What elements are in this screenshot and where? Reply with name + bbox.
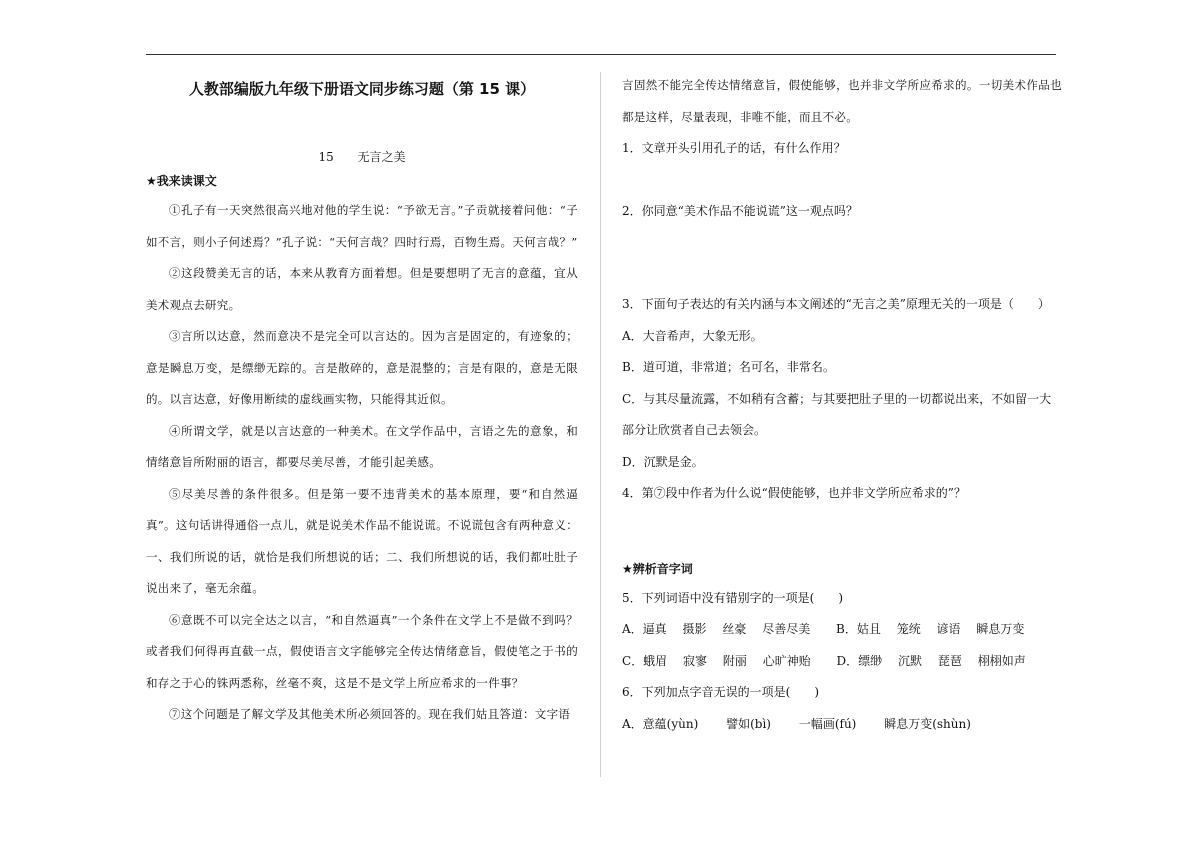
paragraph-6: ⑥意既不可以完全达之以言，“和自然逼真”一个条件在文学上不是做不到吗？或者我们何得再直截一点，假使语言文字能够完全传达情绪意旨，假使笔之于书的和存之于心的铢两悉称，丝毫不爽，这是不是文学上所应希求的一件事？ (146, 612, 578, 690)
answer-space-2 (622, 227, 1062, 289)
q5-option-c-word-1: C．蛾眉 (622, 653, 668, 668)
column-divider (600, 72, 601, 777)
paragraph-7-continuation: 言固然不能完全传达情绪意旨，假使能够，也并非文学所应希求的。一切美术作品也都是这样，尽量表现，非唯不能，而且不必。 (622, 78, 1062, 124)
q5-option-b-word-2: 笼统 (896, 622, 921, 636)
left-column (146, 70, 578, 731)
section-read-heading: ★我来读课文 (146, 174, 217, 188)
lesson-number: 15 (318, 150, 334, 164)
right-column (622, 70, 1062, 740)
q5-option-a-word-3: 丝豪 (722, 622, 747, 636)
q5-option-a-word-2: 摄影 (682, 622, 707, 636)
top-rule (146, 54, 1056, 55)
q5-option-d-word-4: 栩栩如声 (977, 653, 1026, 668)
question-3-option-b: B．道可道，非常道；名可名，非常名。 (622, 360, 835, 374)
q5-option-c-word-4: 心旷神贻 (762, 653, 811, 668)
q5-option-a-word-4: 尽善尽美 (762, 622, 811, 636)
q6-option-a-word-2: 譬如(bì) (726, 716, 771, 731)
question-5-row-1 (622, 614, 1062, 646)
question-3-option-c: C．与其尽量流露，不如稍有含蓄；与其要把肚子里的一切都说出来，不如留一大部分让欣赏者自己去领会。 (622, 391, 1052, 437)
section-words-heading: ★辨析音字词 (622, 561, 693, 576)
q5-option-d-word-2: 沉默 (898, 653, 923, 668)
q6-option-a-word-1: A．意蕴(yùn) (622, 716, 699, 731)
q6-option-a-word-4: 瞬息万变(shùn) (884, 716, 971, 731)
paragraph-2: ②这段赞美无言的话，本来从教育方面着想。但是要想明了无言的意蕴，宜从美术观点去研究。 (146, 266, 578, 312)
question-3-option-a: A．大音希声，大象无形。 (622, 328, 763, 343)
answer-space-1 (622, 165, 1062, 196)
question-3-option-d: D．沉默是金。 (622, 454, 704, 469)
q5-option-b-word-3: 谚语 (936, 622, 961, 636)
question-5-row-2 (622, 646, 1062, 678)
question-4: 4．第⑦段中作者为什么说“假使能够，也并非文学所应希求的”？ (622, 486, 966, 500)
question-2: 2．你同意“美术作品不能说谎”这一观点吗？ (622, 203, 858, 218)
lesson-name: 无言之美 (357, 150, 406, 164)
q5-option-b-word-1: B．姑且 (836, 622, 881, 636)
q5-option-b-word-4: 瞬息万变 (976, 622, 1025, 636)
question-3: 3．下面句子表达的有关内涵与本文阐述的“无言之美”原理无关的一项是（ ） (622, 297, 1050, 311)
lesson-heading (146, 148, 578, 168)
q5-option-c-word-2: 寂寥 (683, 653, 708, 668)
paragraph-4: ④所谓文学，就是以言达意的一种美术。在文学作品中，言语之先的意象，和情绪意旨所附丽的语言，都要尽美尽善，才能引起美感。 (146, 423, 578, 469)
question-6: 6．下列加点字音无误的一项是( ) (622, 685, 819, 699)
q5-option-d-word-3: 琵琶 (937, 653, 962, 668)
question-6-row-1 (622, 709, 1062, 741)
answer-space-4 (622, 510, 1062, 560)
paragraph-5: ⑤尽美尽善的条件很多。但是第一要不违背美术的基本原理，要“和自然逼真”。这句话讲得通俗一点儿，就是说美术作品不能说谎。不说谎包含有两种意义：一、我们所说的话，就恰是我们所想说的话；二、我们所想说的话，我们都吐肚子说出来了，毫无余蕴。 (146, 486, 578, 595)
question-1: 1．文章开头引用孔子的话，有什么作用？ (622, 141, 846, 155)
paragraph-1: ①孔子有一天突然很高兴地对他的学生说：“予欲无言。”子贡就接着问他：“子如不言，则小子何述焉？”孔子说：“天何言哉？四时行焉，百物生焉。天何言哉？” (146, 203, 578, 249)
q6-option-a-word-3: 一幅画(fú) (798, 716, 857, 731)
paragraph-3: ③言所以达意，然而意决不是完全可以言达的。因为言是固定的，有迹象的；意是瞬息万变，是缥缈无踪的。言是散碎的，意是混整的；言是有限的，意是无限的。以言达意，好像用断续的虚线画实物，只能得其近似。 (146, 329, 578, 406)
q5-option-a-word-1: A．逼真 (622, 622, 667, 636)
page-title: 人教部编版九年级下册语文同步练习题（第 15 课） (188, 80, 536, 98)
question-5: 5．下列词语中没有错别字的一项是( ) (622, 590, 843, 605)
q5-option-c-word-3: 附丽 (722, 653, 747, 668)
paragraph-7: ⑦这个问题是了解文学及其他美术所必须回答的。现在我们姑且答道：文字语 (169, 707, 571, 721)
q5-option-d-word-1: D．缥缈 (836, 653, 883, 668)
